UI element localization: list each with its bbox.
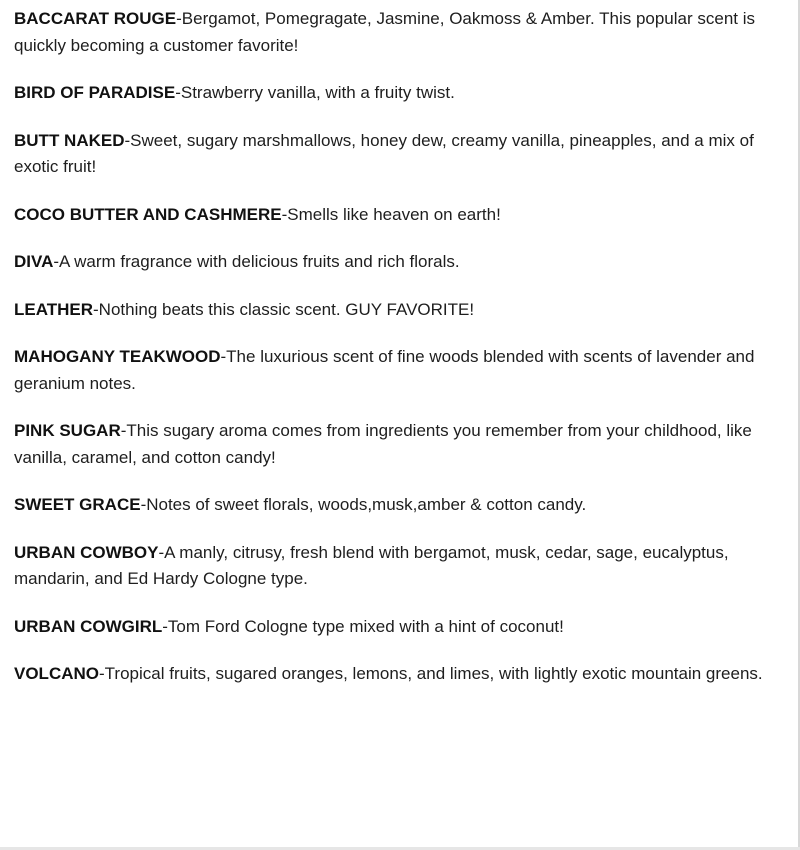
scent-list [14,6,790,688]
scent-name: COCO BUTTER AND CASHMERE [14,204,282,224]
scent-name: LEATHER [14,299,94,319]
scent-name: BACCARAT ROUGE [14,9,177,28]
scent-item-urban-cowgirl [14,614,790,641]
scent-item-butt-naked [14,128,790,181]
scent-description: -Strawberry vanilla, with a fruity twist. [175,83,455,102]
scent-name: PINK SUGAR [14,421,121,440]
scent-name: URBAN COWBOY [14,542,159,562]
scent-name: BIRD OF PARADISE [14,83,176,102]
scent-item-sweet-grace [14,492,790,519]
scent-item-leather [14,297,790,324]
scent-item-pink-sugar [14,418,790,471]
scent-item-mahogany-teakwood [14,344,790,397]
scent-description: -Tom Ford Cologne type mixed with a hint of coconut! [162,616,564,636]
scent-description: -Bergamot, Pomegragate, Jasmine, Oakmoss & Amber. This popular scent is quickly becoming a customer favorite! [14,9,756,55]
scent-item-bird-of-paradise [14,80,790,107]
scent-name: URBAN COWGIRL [14,616,163,636]
scent-item-volcano [14,661,790,688]
scent-description: -The luxurious scent of fine woods blended with scents of lavender and geranium notes. [14,347,755,393]
scent-name: VOLCANO [14,664,99,683]
scent-item-urban-cowboy [14,540,790,593]
scent-item-baccarat-rouge [14,6,790,59]
scent-name: MAHOGANY TEAKWOOD [14,347,221,366]
scent-description: -Nothing beats this classic scent. GUY FAVORITE! [93,299,475,319]
scent-name: BUTT NAKED [14,130,125,150]
scent-description: -Tropical fruits, sugared oranges, lemons, and limes, with lightly exotic mountain greens. [99,664,763,683]
scent-description: -Smells like heaven on earth! [281,204,501,224]
scent-description: -A manly, citrusy, fresh blend with bergamot, musk, cedar, sage, eucalyptus, mandarin, and Ed Hardy Cologne type. [14,542,729,588]
scent-name: DIVA [14,252,54,271]
scent-description: -Sweet, sugary marshmallows, honey dew, creamy vanilla, pineapples, and a mix of exotic fruit! [14,130,754,176]
scent-description: -This sugary aroma comes from ingredients you remember from your childhood, like vanilla, caramel, and cotton candy! [14,421,752,467]
scent-description: -Notes of sweet florals, woods,musk,amber & cotton candy. [140,495,587,514]
scent-item-diva [14,249,790,276]
scent-description: -A warm fragrance with delicious fruits and rich florals. [53,252,460,271]
scent-item-coco-butter-and-cashmere [14,202,790,229]
scent-name: SWEET GRACE [14,495,141,514]
